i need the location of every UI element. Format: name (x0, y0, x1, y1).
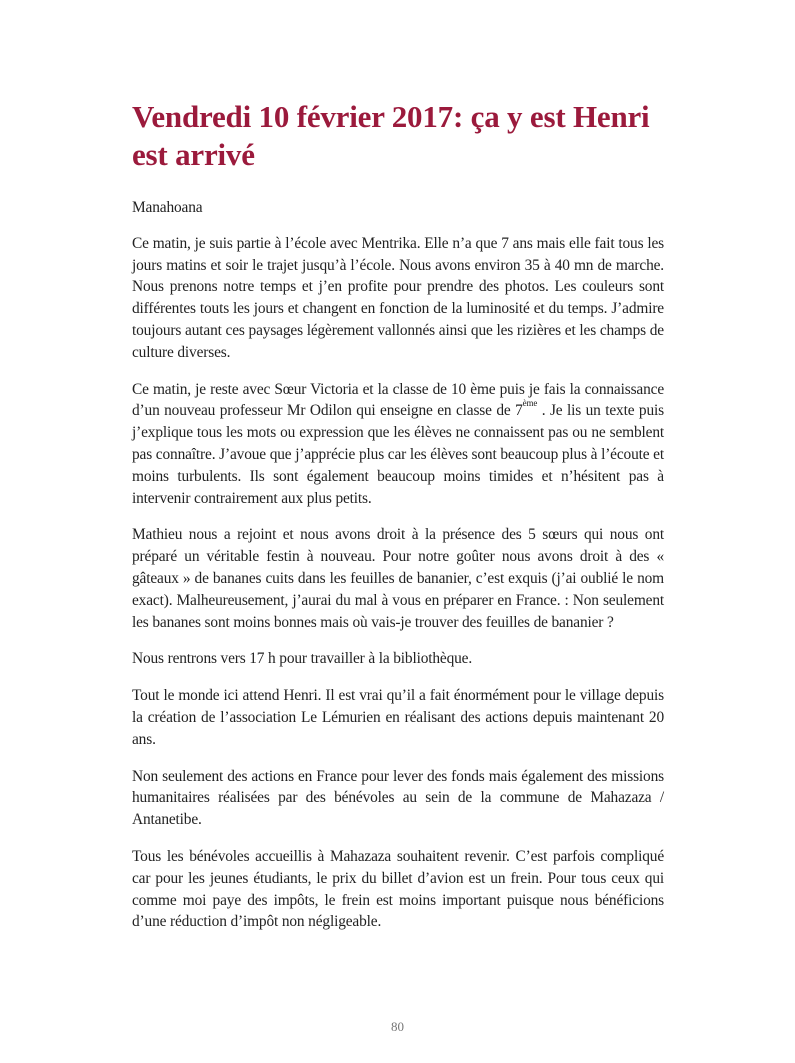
paragraph-henri: Tout le monde ici attend Henri. Il est vrai qu’il a fait énormément pour le village depuis la création de l’association Le Lémurien en réalisant des actions depuis maintenant 20 ans. (132, 687, 664, 748)
greeting-paragraph: Manahoana (132, 199, 203, 216)
document-page (132, 98, 664, 933)
paragraph-benevoles: Tous les bénévoles accueillis à Mahazaza souhaitent revenir. C’est parfois compliqué car pour les jeunes étudiants, le prix du billet d’avion est un frein. Pour tous ceux qui comme moi paye des impôts, le frein est moins important puisque nous bénéficions d’une réduction d’impôt non négligeable. (132, 847, 664, 931)
paragraph-bibliotheque: Nous rentrons vers 17 h pour travailler à la bibliothèque. (132, 650, 473, 668)
paragraph-actions: Non seulement des actions en France pour lever des fonds mais également des missions humanitaires réalisées par des bénévoles au sein de la commune de Mahazaza / Antanetibe. (132, 767, 664, 829)
page-number: 80 (391, 1019, 404, 1034)
paragraph-school-walk: Ce matin, je suis partie à l’école avec Mentrika. Elle n’a que 7 ans mais elle fait tous les jours matins et soir le trajet jusqu’à l’école. Nous avons environ 35 à 40 mn de marche. Nous prenons notre temps et j’en profite pour prendre des photos. Les couleurs sont différentes touts les jours et changent en fonction de la luminosité et du temps. J’admire toujours autant ces paysages légèrement vallonnés ainsi que les rizières et les champs de culture diverses. (132, 234, 664, 361)
superscript-eme: ème (522, 398, 538, 409)
paragraph-classroom-part2: . Je lis un texte puis j’explique tous les mots ou expression que les élèves ne connaissent pas ou ne semblent pas connaître. J’avoue que j’apprécie plus car les élèves sont beaucoup plus à l’écoute et moins turbulents. Ils sont également beaucoup moins timides et n’hésitent pas à intervenir contrairement aux plus petits. (132, 402, 664, 507)
paragraph-classroom (132, 379, 664, 510)
page-title: Vendredi 10 février 2017: ça y est Henri est arrivé (132, 99, 650, 172)
paragraph-festin: Mathieu nous a rejoint et nous avons droit à la présence des 5 sœurs qui nous ont préparé un véritable festin à nouveau. Pour notre goûter nous avons droit à des « gâteaux » de bananes cuits dans les feuilles de bananier, c’est exquis (j’ai oublié le nom exact). Malheureusement, j’aurai du mal à vous en préparer en France. : Non seulement les bananes sont moins bonnes mais où vais-je trouver des feuilles de bananier ? (132, 526, 664, 631)
paragraph-classroom-part1: Ce matin, je reste avec Sœur Victoria et la classe de 10 ème puis je fais la connaissance d’un nouveau professeur Mr Odilon qui enseigne en classe de 7 (132, 380, 664, 420)
